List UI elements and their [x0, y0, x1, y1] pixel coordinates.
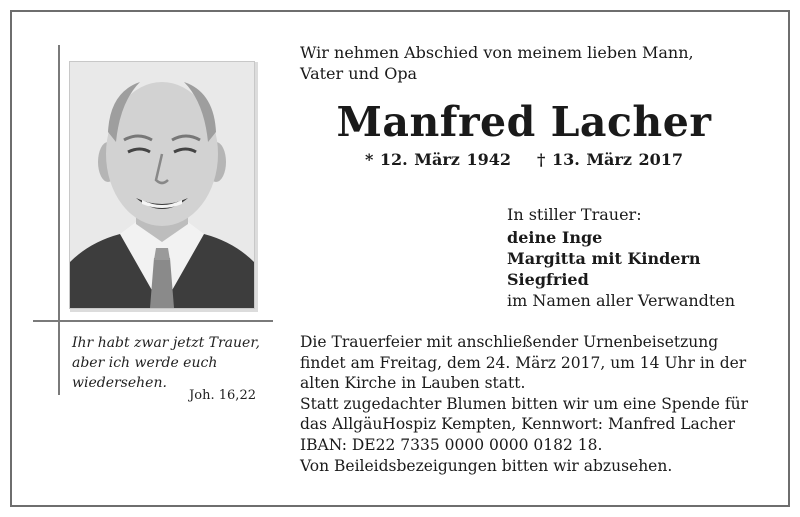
quote-line: wiedersehen. — [72, 375, 167, 391]
intro-line: Wir nehmen Abschied von meinem lieben Mann, — [300, 43, 694, 62]
mourner-name: Siegfried — [507, 270, 589, 289]
service-line: findet am Freitag, dem 24. März 2017, um 14 Uhr in der — [300, 353, 747, 372]
intro-text — [300, 42, 770, 84]
quote-line: aber ich werde euch — [72, 355, 218, 371]
intro-line: Vater und Opa — [300, 64, 418, 83]
service-info — [300, 332, 750, 455]
service-line: Statt zugedachter Blumen bitten wir um eine Spende für — [300, 394, 749, 413]
service-line: das AllgäuHospiz Kempten, Kennwort: Manfred Lacher — [300, 415, 735, 433]
service-line: alten Kirche in Lauben statt. — [300, 374, 526, 392]
portrait-illustration — [70, 62, 254, 308]
bible-quote — [72, 333, 262, 393]
death-date: † 13. März 2017 — [537, 150, 684, 169]
cross-horizontal-bar — [33, 320, 273, 322]
life-dates — [300, 150, 748, 169]
quote-line: Ihr habt zwar jetzt Trauer, — [72, 335, 260, 351]
quote-reference: Joh. 16,22 — [189, 388, 256, 403]
service-line: IBAN: DE22 7335 0000 0000 0182 18. — [300, 435, 603, 454]
mourner-name: deine Inge — [507, 228, 603, 247]
deceased-name: Manfred Lacher — [336, 98, 712, 146]
portrait-photo — [70, 62, 254, 308]
mourners-relatives: im Namen aller Verwandten — [507, 291, 736, 310]
mourner-name: Margitta mit Kindern — [507, 249, 701, 268]
birth-date: * 12. März 1942 — [364, 150, 511, 169]
closing-note: Von Beileidsbezeigungen bitten wir abzusehen. — [300, 457, 673, 475]
mourners-heading: In stiller Trauer: — [507, 205, 642, 224]
cross-vertical-bar — [58, 45, 60, 395]
service-line: Die Trauerfeier mit anschließender Urnenbeisetzung — [300, 333, 719, 351]
mourners-block — [507, 204, 735, 311]
